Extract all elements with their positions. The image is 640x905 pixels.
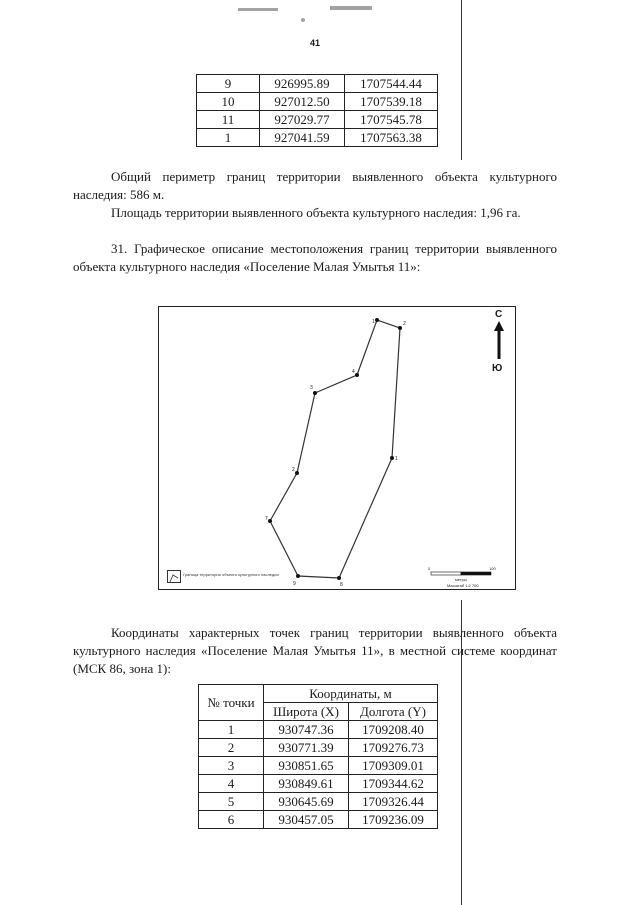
table-row [197,111,438,129]
north-arrow-head [494,321,504,331]
table-row [197,129,438,147]
longitude-cell: 1709208.40 [349,721,438,739]
scale-bar-black [461,572,491,575]
scale-bar-white [431,572,461,575]
coordinates-table [198,684,438,829]
table-row [199,811,438,829]
header-longitude: Долгота (Y) [349,703,438,721]
table-row [199,757,438,775]
coordinates-table-continued [196,74,438,147]
vertex-7 [295,471,299,475]
table-row [199,721,438,739]
area-paragraph: Площадь территории выявленного объекта культурного наследия: 1,96 га. [111,205,521,220]
vertex-label-b: 2 [403,321,406,327]
table-row [197,93,438,111]
vertex-label-e: 9 [293,581,296,587]
point-number-cell: 11 [197,111,260,129]
latitude-cell: 930771.39 [264,739,349,757]
longitude-cell: 1709236.09 [349,811,438,829]
scan-smudge-left [238,8,278,11]
vertex-label-f: 7 [265,516,268,522]
scale-start-label: 0 [428,566,431,571]
latitude-cell: 927041.59 [260,129,345,147]
point-number-cell: 4 [199,775,264,793]
vertex-label-i: 4 [352,369,355,375]
latitude-cell: 927029.77 [260,111,345,129]
vertex-3 [390,456,394,460]
scale-end-label: 100 [489,566,496,571]
longitude-cell: 1707544.44 [345,75,438,93]
longitude-cell: 1707563.38 [345,129,438,147]
longitude-cell: 1707539.18 [345,93,438,111]
latitude-cell: 930849.61 [264,775,349,793]
vertex-label-c: 1 [395,456,398,462]
longitude-cell: 1707545.78 [345,111,438,129]
perimeter-paragraph: Общий периметр границ территории выявленного объекта культурного наследия: 586 м. [73,169,557,202]
scale-unit-label: метры [455,577,467,582]
longitude-cell: 1709276.73 [349,739,438,757]
vertex-8 [313,391,317,395]
boundary-map [158,306,516,590]
coordinates-table-body [199,721,438,829]
coordinates-table-continued-body [197,75,438,147]
header-point-number: № точки [199,685,264,721]
table-row [199,739,438,757]
north-label: С [495,309,503,320]
map-legend [167,569,307,583]
latitude-cell: 930747.36 [264,721,349,739]
header-coordinates: Координаты, м [264,685,438,703]
latitude-cell: 926995.89 [260,75,345,93]
boundary-polygon [270,320,400,578]
table-row [199,793,438,811]
point-number-cell: 2 [199,739,264,757]
boundary-vertices [268,318,402,580]
south-label: Ю [492,363,503,374]
point-number-cell: 9 [197,75,260,93]
point-number-cell: 1 [199,721,264,739]
point-number-cell: 6 [199,811,264,829]
vertex-2 [398,326,402,330]
latitude-cell: 930457.05 [264,811,349,829]
legend-boundary-swatch [167,570,181,583]
page-number: 41 [309,38,320,48]
vertex-6 [268,519,272,523]
point-number-cell: 1 [197,129,260,147]
scale-ratio-label: Масштаб 1:2 700 [447,583,479,588]
vertex-4 [337,576,341,580]
scan-line-top [461,0,462,160]
coordinates-intro-paragraph: Координаты характерных точек границ территории выявленного объекта культурного наследия «Поселение Малая Умытья 11», в местной системе координат (МСК 86, зона 1): [73,625,557,676]
point-number-cell: 10 [197,93,260,111]
scan-smudge-right [330,6,372,10]
point-number-cell: 5 [199,793,264,811]
vertex-label-a: 1 [372,319,375,325]
latitude-cell: 927012.50 [260,93,345,111]
graphic-description-paragraph: 31. Графическое описание местоположения границ территории выявленного объекта культурного наследия «Поселение Малая Умытья 11»: [73,241,557,274]
vertex-label-d: 8 [340,582,343,588]
longitude-cell: 1709309.01 [349,757,438,775]
vertex-label-h: 3 [310,385,313,391]
point-number-cell: 3 [199,757,264,775]
scan-smudge-dot [301,18,305,22]
longitude-cell: 1709326.44 [349,793,438,811]
latitude-cell: 930851.65 [264,757,349,775]
table-row [197,75,438,93]
longitude-cell: 1709344.62 [349,775,438,793]
table-row [199,775,438,793]
legend-label: Граница территории объекта культурного наследия [183,572,279,577]
vertex-label-g: 2 [292,467,295,473]
header-latitude: Широта (X) [264,703,349,721]
latitude-cell: 930645.69 [264,793,349,811]
vertex-1 [375,318,379,322]
boundary-map-drawing [159,307,515,589]
vertex-9 [355,373,359,377]
